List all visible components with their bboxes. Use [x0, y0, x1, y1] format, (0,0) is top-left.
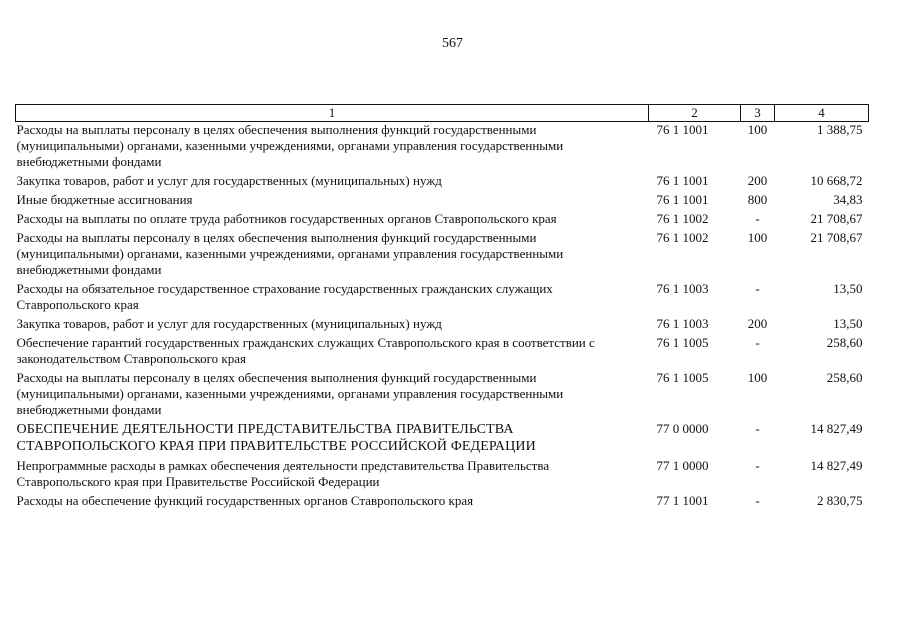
table-header: [16, 105, 869, 122]
table-row: [16, 230, 869, 281]
section-row: [16, 421, 869, 458]
page-number: 567: [442, 36, 463, 51]
row-description: Расходы на выплаты по оплате труда работников государственных органов Ставропольского края: [16, 211, 557, 226]
budget-table: [15, 104, 869, 512]
row-description: Расходы на обязательное государственное страхование государственных гражданских служащих Ставропольского края: [16, 281, 553, 312]
table-row: [16, 122, 869, 174]
column-header-2: 2: [649, 105, 741, 122]
row-expense-type: -: [755, 493, 760, 508]
row-expense-type: 800: [747, 192, 768, 207]
table-body: [16, 122, 869, 513]
row-code: 76 1 1003: [656, 316, 709, 331]
row-description: Расходы на выплаты персоналу в целях обеспечения выполнения функций государственными (муниципальными) органами, казенными учреждениями, органами управления государственными внебюджетными фондами: [16, 370, 564, 417]
row-amount: 258,60: [826, 370, 863, 385]
table-row: [16, 316, 869, 335]
table-row: [16, 370, 869, 421]
row-code: 77 1 1001: [656, 493, 709, 508]
row-amount: 13,50: [833, 316, 863, 331]
column-header-4: 4: [775, 105, 869, 122]
row-amount: 34,83: [833, 192, 863, 207]
row-code: 76 1 1002: [656, 211, 709, 226]
table-row: [16, 458, 869, 493]
row-amount: 21 708,67: [810, 211, 863, 226]
row-amount: 14 827,49: [810, 421, 863, 436]
row-expense-type: -: [755, 211, 760, 226]
row-amount: 10 668,72: [810, 173, 863, 188]
row-description: Обеспечение гарантий государственных гражданских служащих Ставропольского края в соответствии с законодательством Ставропольского края: [16, 335, 595, 366]
row-amount: 13,50: [833, 281, 863, 296]
row-description: Закупка товаров, работ и услуг для государственных (муниципальных) нужд: [16, 316, 442, 331]
table-row: [16, 173, 869, 192]
row-amount: 2 830,75: [817, 493, 863, 508]
section-title: ОБЕСПЕЧЕНИЕ ДЕЯТЕЛЬНОСТИ ПРЕДСТАВИТЕЛЬСТВА ПРАВИТЕЛЬСТВА СТАВРОПОЛЬСКОГО КРАЯ ПРИ ПРАВИТЕЛЬСТВЕ РОССИЙСКОЙ ФЕДЕРАЦИИ: [16, 422, 536, 454]
row-description: Закупка товаров, работ и услуг для государственных (муниципальных) нужд: [16, 173, 442, 188]
row-amount: 14 827,49: [810, 458, 863, 473]
row-amount: 258,60: [826, 335, 863, 350]
row-expense-type: -: [755, 335, 760, 350]
row-expense-type: -: [755, 458, 760, 473]
row-expense-type: 200: [747, 316, 768, 331]
table-row: [16, 335, 869, 370]
table-row: [16, 192, 869, 211]
row-description: Расходы на выплаты персоналу в целях обеспечения выполнения функций государственными (муниципальными) органами, казенными учреждениями, органами управления государственными внебюджетными фондами: [16, 122, 564, 169]
table-row: [16, 493, 869, 512]
row-code: 77 1 0000: [656, 458, 709, 473]
column-header-1: 1: [16, 105, 649, 122]
row-description: Иные бюджетные ассигнования: [16, 192, 193, 207]
row-description: Непрограммные расходы в рамках обеспечения деятельности представительства Правительства Ставропольского края при Правительстве Российской Федерации: [16, 458, 550, 489]
row-description: Расходы на выплаты персоналу в целях обеспечения выполнения функций государственными (муниципальными) органами, казенными учреждениями, органами управления государственными внебюджетными фондами: [16, 230, 564, 277]
row-amount: 1 388,75: [817, 122, 863, 137]
row-expense-type: -: [755, 281, 760, 296]
row-code: 76 1 1001: [656, 192, 709, 207]
row-code: 76 1 1001: [656, 122, 709, 137]
table-row: [16, 281, 869, 316]
row-code: 76 1 1003: [656, 281, 709, 296]
row-code: 76 1 1005: [656, 335, 709, 350]
row-code: 76 1 1002: [656, 230, 709, 245]
row-expense-type: 100: [747, 370, 768, 385]
table-row: [16, 211, 869, 230]
row-expense-type: 100: [747, 122, 768, 137]
header-row: [16, 105, 869, 122]
row-expense-type: 100: [747, 230, 768, 245]
row-expense-type: -: [755, 421, 760, 436]
row-code: 76 1 1001: [656, 173, 709, 188]
row-code: 77 0 0000: [656, 421, 709, 436]
row-description: Расходы на обеспечение функций государственных органов Ставропольского края: [16, 493, 474, 508]
row-expense-type: 200: [747, 173, 768, 188]
column-header-3: 3: [741, 105, 775, 122]
row-amount: 21 708,67: [810, 230, 863, 245]
row-code: 76 1 1005: [656, 370, 709, 385]
